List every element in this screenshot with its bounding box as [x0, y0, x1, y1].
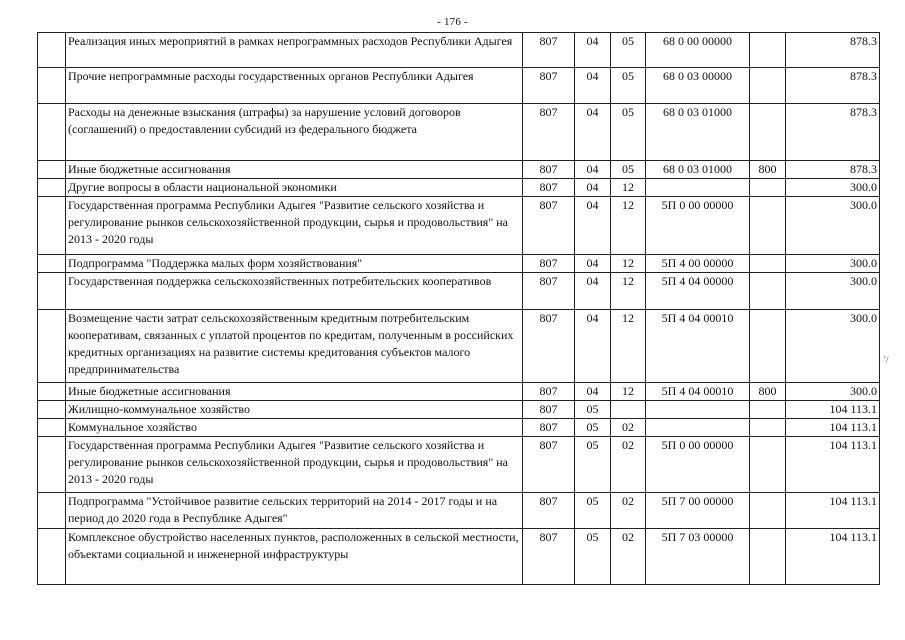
row-rz: 04 [575, 104, 611, 161]
row-pr: 12 [611, 197, 646, 255]
row-gutter [38, 383, 66, 401]
row-gutter [38, 437, 66, 493]
row-vr [750, 310, 786, 383]
row-sum: 104 113.1 [786, 493, 880, 529]
row-rz: 05 [575, 529, 611, 585]
page-number: - 176 - [437, 16, 468, 28]
row-name: Коммунальное хозяйство [66, 419, 523, 437]
row-sum: 300.0 [786, 310, 880, 383]
row-sum: 878.3 [786, 161, 880, 179]
row-ved: 807 [523, 419, 575, 437]
row-ved: 807 [523, 493, 575, 529]
row-rz: 04 [575, 273, 611, 310]
margin-mark: '/ [884, 355, 889, 366]
row-rz: 05 [575, 419, 611, 437]
table-row [38, 437, 880, 493]
table-row [38, 104, 880, 161]
row-pr: 02 [611, 419, 646, 437]
row-sum: 878.3 [786, 68, 880, 104]
row-pr: 12 [611, 310, 646, 383]
row-pr: 05 [611, 33, 646, 68]
row-vr [750, 401, 786, 419]
row-csr: 5П 4 04 00000 [646, 273, 750, 310]
row-rz: 05 [575, 493, 611, 529]
table-row [38, 179, 880, 197]
table-row [38, 310, 880, 383]
row-rz: 04 [575, 310, 611, 383]
row-name: Подпрограмма "Поддержка малых форм хозяйствования" [66, 255, 523, 273]
row-ved: 807 [523, 104, 575, 161]
row-name: Реализация иных мероприятий в рамках непрограммных расходов Республики Адыгея [66, 33, 523, 68]
row-ved: 807 [523, 179, 575, 197]
row-sum: 300.0 [786, 383, 880, 401]
row-sum: 104 113.1 [786, 529, 880, 585]
row-pr: 12 [611, 383, 646, 401]
row-pr [611, 401, 646, 419]
row-gutter [38, 179, 66, 197]
row-name: Жилищно-коммунальное хозяйство [66, 401, 523, 419]
row-pr: 05 [611, 68, 646, 104]
table-row [38, 273, 880, 310]
row-pr: 12 [611, 179, 646, 197]
row-ved: 807 [523, 33, 575, 68]
row-ved: 807 [523, 161, 575, 179]
row-sum: 878.3 [786, 104, 880, 161]
row-pr: 02 [611, 493, 646, 529]
row-csr: 5П 7 03 00000 [646, 529, 750, 585]
row-ved: 807 [523, 310, 575, 383]
row-name: Прочие непрограммные расходы государственных органов Республики Адыгея [66, 68, 523, 104]
row-name: Возмещение части затрат сельскохозяйственным кредитным потребительским кооперативам, связанных с уплатой процентов по кредитам, полученным в российских кредитных организациях на развитие системы кредитования субъектов малого предпринимательства [66, 310, 523, 383]
row-csr: 5П 4 00 00000 [646, 255, 750, 273]
row-csr: 68 0 00 00000 [646, 33, 750, 68]
row-csr: 5П 4 04 00010 [646, 383, 750, 401]
row-vr [750, 104, 786, 161]
row-name: Комплексное обустройство населенных пунктов, расположенных в сельской местности, объектами социальной и инженерной инфраструктуры [66, 529, 523, 585]
row-name: Государственная программа Республики Адыгея "Развитие сельского хозяйства и регулирование рынков сельскохозяйственной продукции, сырья и продовольствия" на 2013 - 2020 годы [66, 197, 523, 255]
table-row [38, 493, 880, 529]
row-vr [750, 68, 786, 104]
row-gutter [38, 529, 66, 585]
row-sum: 300.0 [786, 273, 880, 310]
row-ved: 807 [523, 437, 575, 493]
row-csr [646, 179, 750, 197]
row-vr [750, 529, 786, 585]
row-gutter [38, 273, 66, 310]
row-csr: 68 0 03 01000 [646, 104, 750, 161]
table-row [38, 161, 880, 179]
row-pr: 12 [611, 255, 646, 273]
row-sum: 104 113.1 [786, 401, 880, 419]
row-vr [750, 179, 786, 197]
budget-table [37, 32, 880, 585]
row-csr: 5П 7 00 00000 [646, 493, 750, 529]
table-row [38, 529, 880, 585]
row-ved: 807 [523, 273, 575, 310]
row-sum: 878.3 [786, 33, 880, 68]
row-csr: 5П 0 00 00000 [646, 437, 750, 493]
row-sum: 104 113.1 [786, 419, 880, 437]
row-pr: 02 [611, 437, 646, 493]
row-sum: 300.0 [786, 179, 880, 197]
row-gutter [38, 419, 66, 437]
row-name: Другие вопросы в области национальной экономики [66, 179, 523, 197]
row-csr: 68 0 03 00000 [646, 68, 750, 104]
row-rz: 04 [575, 179, 611, 197]
table-row [38, 33, 880, 68]
row-csr [646, 419, 750, 437]
row-sum: 300.0 [786, 197, 880, 255]
table-row [38, 255, 880, 273]
row-gutter [38, 401, 66, 419]
row-vr [750, 273, 786, 310]
row-gutter [38, 104, 66, 161]
row-ved: 807 [523, 197, 575, 255]
row-name: Расходы на денежные взыскания (штрафы) за нарушение условий договоров (соглашений) о предоставлении субсидий из федерального бюджета [66, 104, 523, 161]
budget-table-body [38, 33, 880, 585]
row-pr: 05 [611, 104, 646, 161]
row-rz: 04 [575, 33, 611, 68]
table-row [38, 68, 880, 104]
row-name: Иные бюджетные ассигнования [66, 383, 523, 401]
row-gutter [38, 493, 66, 529]
table-row [38, 419, 880, 437]
row-name: Государственная программа Республики Адыгея "Развитие сельского хозяйства и регулирование рынков сельскохозяйственной продукции, сырья и продовольствия" на 2013 - 2020 годы [66, 437, 523, 493]
row-rz: 05 [575, 401, 611, 419]
row-gutter [38, 197, 66, 255]
row-rz: 04 [575, 197, 611, 255]
row-gutter [38, 310, 66, 383]
table-row [38, 383, 880, 401]
row-csr: 68 0 03 01000 [646, 161, 750, 179]
row-ved: 807 [523, 255, 575, 273]
row-rz: 04 [575, 383, 611, 401]
row-sum: 300.0 [786, 255, 880, 273]
row-csr: 5П 4 04 00010 [646, 310, 750, 383]
row-gutter [38, 255, 66, 273]
row-pr: 12 [611, 273, 646, 310]
row-rz: 04 [575, 68, 611, 104]
row-name: Иные бюджетные ассигнования [66, 161, 523, 179]
row-vr [750, 33, 786, 68]
row-ved: 807 [523, 401, 575, 419]
row-gutter [38, 161, 66, 179]
row-name: Подпрограмма "Устойчивое развитие сельских территорий на 2014 - 2017 годы и на период до 2020 года в Республике Адыгея" [66, 493, 523, 529]
row-vr [750, 437, 786, 493]
row-rz: 05 [575, 437, 611, 493]
table-row [38, 197, 880, 255]
row-pr: 02 [611, 529, 646, 585]
row-ved: 807 [523, 68, 575, 104]
row-ved: 807 [523, 529, 575, 585]
table-row [38, 401, 880, 419]
row-vr: 800 [750, 161, 786, 179]
row-rz: 04 [575, 255, 611, 273]
row-vr [750, 255, 786, 273]
row-gutter [38, 33, 66, 68]
row-vr [750, 419, 786, 437]
row-vr [750, 197, 786, 255]
row-vr [750, 493, 786, 529]
row-sum: 104 113.1 [786, 437, 880, 493]
row-ved: 807 [523, 383, 575, 401]
row-csr: 5П 0 00 00000 [646, 197, 750, 255]
row-csr [646, 401, 750, 419]
row-gutter [38, 68, 66, 104]
row-rz: 04 [575, 161, 611, 179]
row-name: Государственная поддержка сельскохозяйственных потребительских кооперативов [66, 273, 523, 310]
row-vr: 800 [750, 383, 786, 401]
row-pr: 05 [611, 161, 646, 179]
